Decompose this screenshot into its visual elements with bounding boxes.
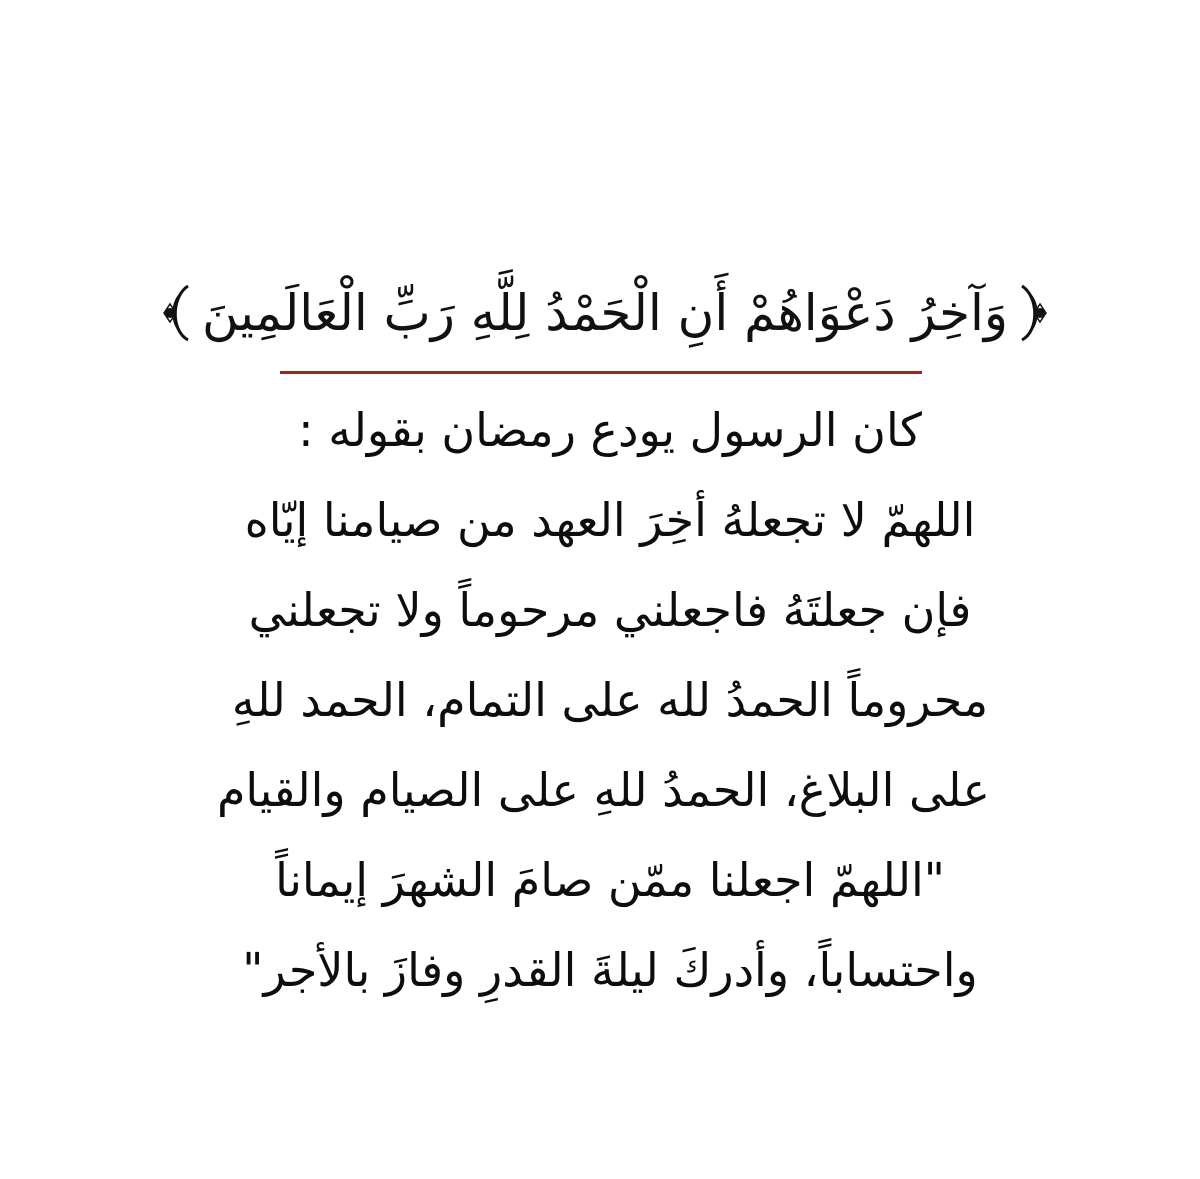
text-line: "اللهمّ اجعلنا ممّن صامَ الشهرَ إيماناً <box>275 853 945 907</box>
divider-line <box>280 371 922 374</box>
text-line: فإن جعلتَهُ فاجعلني مرحوماً ولا تجعلني <box>248 583 972 637</box>
text-line: على البلاغ، الحمدُ للهِ على الصيام والقيام <box>216 763 990 817</box>
ornamental-bracket-right-icon <box>160 282 194 344</box>
text-line: محروماً الحمدُ لله على التمام، الحمد للهِ <box>231 673 989 727</box>
text-line: واحتساباً، وأدركَ ليلةَ القدرِ وفازَ بالأجر" <box>242 943 978 997</box>
ornamental-bracket-left-icon <box>1016 282 1050 344</box>
supplication-text <box>216 385 990 1015</box>
intro-line: كان الرسول يودع رمضان بقوله : <box>298 403 922 457</box>
text-line: اللهمّ لا تجعلهُ أخِرَ العهد من صيامنا إيّاه <box>244 493 976 547</box>
quran-verse-header <box>201 268 1009 358</box>
verse-text: وَآخِرُ دَعْوَاهُمْ أَنِ الْحَمْدُ لِلَّهِ رَبِّ الْعَالَمِينَ <box>201 284 1009 342</box>
